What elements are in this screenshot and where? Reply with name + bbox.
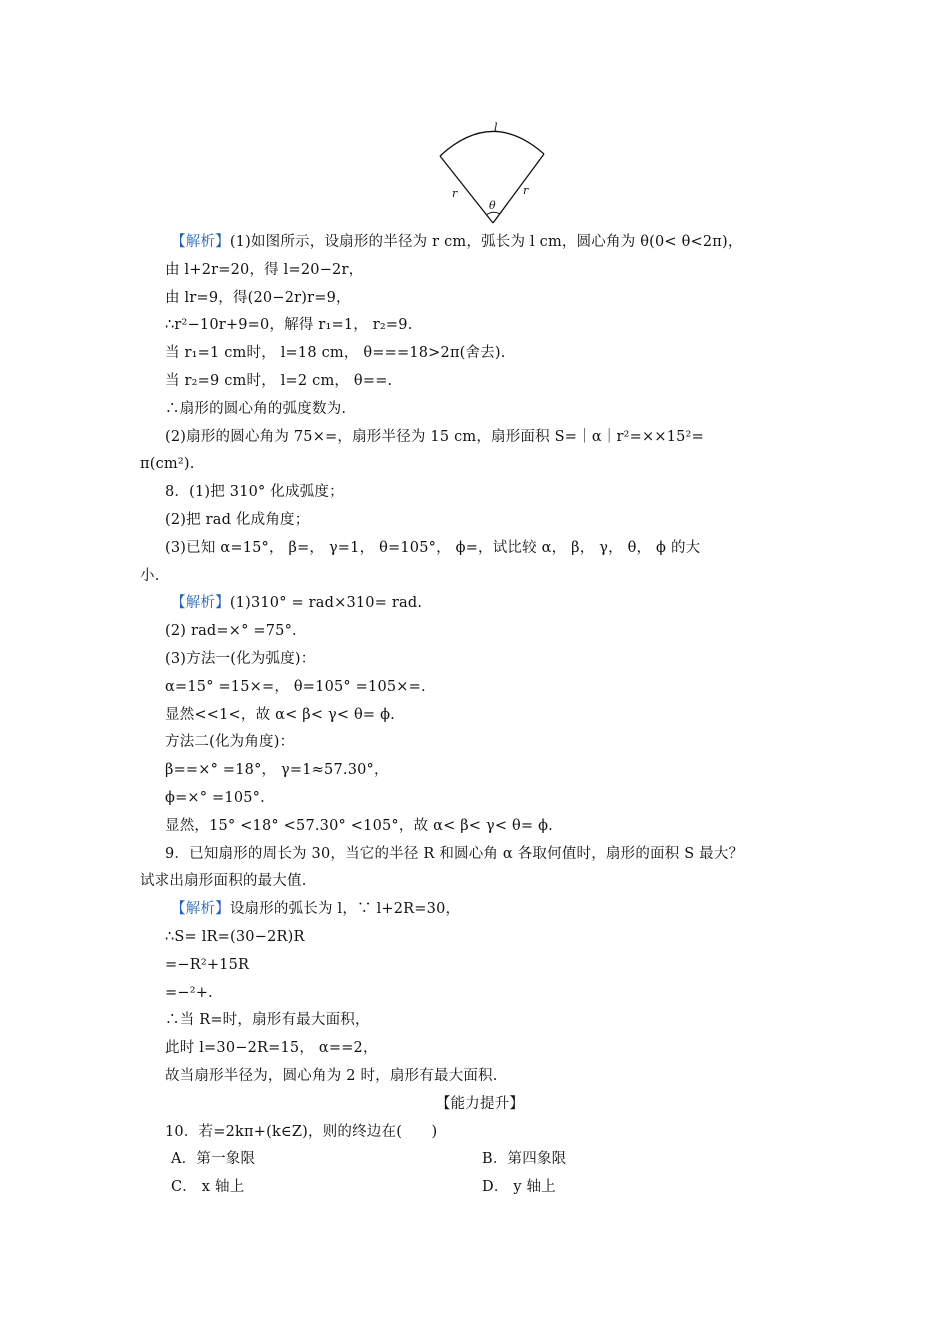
angle-label: θ [489,199,496,212]
text-line [140,674,820,702]
text-line [140,479,820,507]
text-line [140,1035,820,1063]
text-line [140,1119,820,1147]
line-text: 由 l+2r=20，得 l=20−2r， [165,261,364,278]
line-text: (3)已知 α=15°， β=， γ=1， θ=105°， ϕ=，试比较 α， β， γ， θ， ϕ 的大 [165,539,701,556]
line-text: ϕ=×° =105°. [165,789,265,806]
line-text: 【能力提升】 [435,1095,525,1112]
line-text: 此时 l=30−2R=15， α==2， [165,1040,378,1057]
line-text: 试求出扇形面积的最大值. [140,873,307,890]
line-text: ∴当 R=时，扇形有最大面积， [165,1012,370,1029]
text-line [140,396,820,424]
line-text: 当 r₁=1 cm时， l=18 cm， θ===18>2π(舍去). [165,345,506,362]
line-text: π(cm²). [140,456,195,473]
line-text: (2)扇形的圆心角为 75×=，扇形半径为 15 cm，扇形面积 S=｜α｜r²=××15²= [165,428,704,445]
choice-option: C． x 轴上 [171,1179,245,1196]
line-text: 由 lr=9，得(20−2r)r=9， [165,289,351,306]
line-text: β==×° =18°， γ=1≈57.30°， [165,762,389,779]
choice-option: D． y 轴上 [482,1179,556,1196]
text-line [140,424,820,452]
text-line [140,757,820,785]
line-text: (1)310° = rad×310= rad. [229,595,423,612]
line-text: 设扇形的弧长为 l，∵ l+2R=30， [229,901,461,918]
text-line [140,312,820,340]
line-text: ∴r²−10r+9=0，解得 r₁=1， r₂=9. [165,317,413,334]
sector-arc [440,131,544,156]
text-line [140,702,820,730]
text-line [140,1007,820,1035]
sector-left-radius [440,156,493,223]
text-line [140,451,820,479]
text-line [140,535,820,563]
line-text: (1)如图所示，设扇形的半径为 r cm，弧长为 l cm，圆心角为 θ(0< θ<2π)， [229,234,743,250]
left-radius-label: r [452,187,458,200]
arc-label: l [494,121,498,134]
line-text: (3)方法一(化为弧度)： [165,650,316,667]
sector-diagram [430,118,555,228]
text-line [140,646,820,674]
text-line [140,229,820,257]
text-line [140,980,820,1008]
text-line [140,563,820,591]
text-line [140,590,820,618]
option-row [140,1146,820,1174]
line-text: 故当扇形半径为，圆心角为 2 时，扇形有最大面积. [165,1067,498,1084]
choice-option: B．第四象限 [482,1151,567,1168]
line-text: 显然，15° <18° <57.30° <105°，故 α< β< γ< θ= ϕ. [165,817,553,834]
text-line [140,618,820,646]
line-text: 当 r₂=9 cm时， l=2 cm， θ==. [165,372,393,389]
option-row [140,1174,820,1202]
text-line [140,952,820,980]
text-line [140,1063,820,1091]
text-line [140,507,820,535]
text-line [140,785,820,813]
analysis-tag: 【解析】 [171,595,230,612]
text-line [140,368,820,396]
text-line [140,340,820,368]
text-line [140,868,820,896]
line-text: ∴S= lR=(30−2R)R [165,928,305,945]
line-text: (2) rad=×° =75°. [165,623,297,640]
line-text: 方法二(化为角度)： [165,734,295,751]
line-text: (2)把 rad 化成角度； [165,511,310,528]
sector-figure [430,118,555,228]
text-line [140,257,820,285]
sector-right-radius [493,154,544,223]
line-text: 10．若=2kπ+(k∈Z)，则的终边在( ) [165,1123,438,1140]
right-radius-label: r [523,184,529,197]
line-text: 显然<<1<，故 α< β< γ< θ= ϕ. [165,706,395,723]
line-text: 小. [140,567,160,584]
analysis-tag: 【解析】 [171,234,230,250]
line-text: ∴扇形的圆心角的弧度数为. [165,400,347,417]
text-line [140,841,820,869]
text-line [140,813,820,841]
text-line [140,896,820,924]
choice-option: A．第一象限 [171,1151,256,1168]
text-line [140,729,820,757]
line-text: 9．已知扇形的周长为 30，当它的半径 R 和圆心角 α 各取何值时，扇形的面积 S 最大？ [165,845,744,862]
line-text: =−R²+15R [165,956,250,973]
document-body [140,229,820,1202]
line-text: =−²+. [165,984,213,1001]
text-line [140,924,820,952]
line-text: α=15° =15×=， θ=105° =105×=. [165,678,426,695]
text-line [140,285,820,313]
line-text: 8．(1)把 310° 化成弧度； [165,484,344,501]
sector-angle-mark [486,212,500,215]
text-line [140,1091,820,1119]
analysis-tag: 【解析】 [171,901,230,918]
